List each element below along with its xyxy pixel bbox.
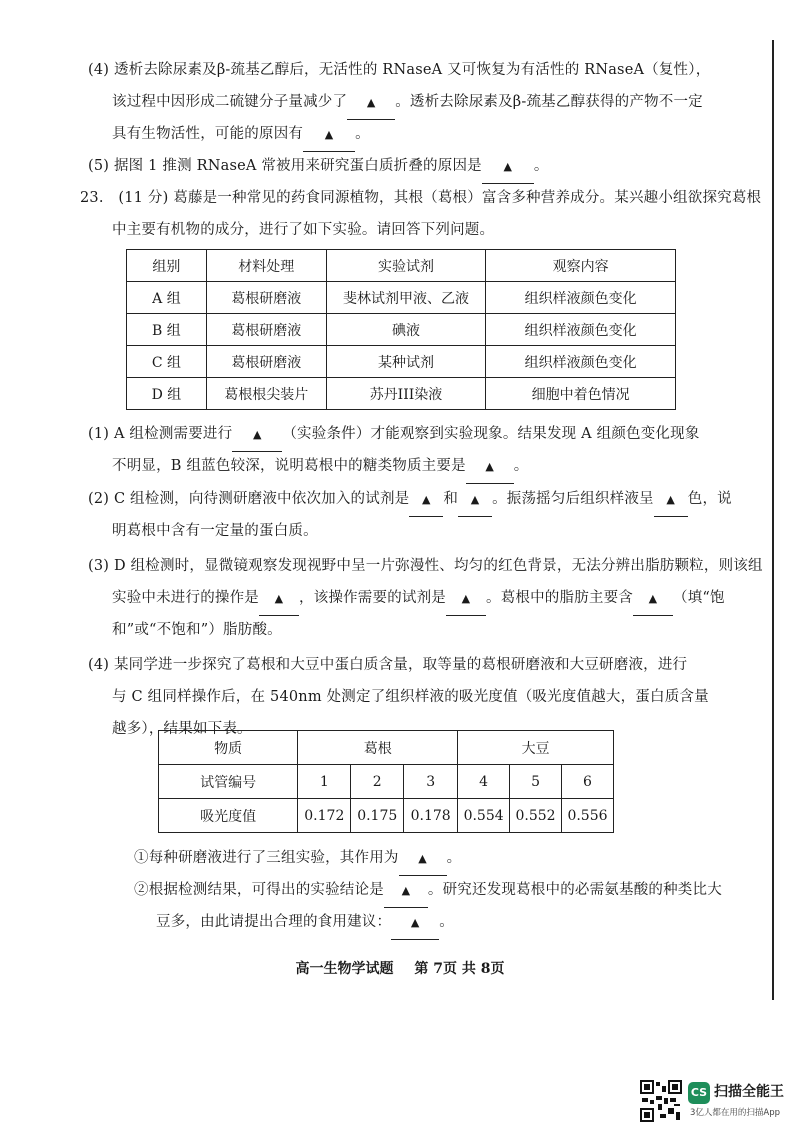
q23-part2-line1: (2) C 组检测，向待测研磨液中依次加入的试剂是 ▲ 和 ▲ 。振荡摇匀后组织样液呈 ▲ 色，说 — [88, 483, 732, 517]
table-cell: 2 — [351, 765, 404, 799]
camscanner-name: 扫描全能王 — [714, 1084, 784, 1100]
absorbance-table — [158, 730, 614, 833]
table-cell: B 组 — [127, 314, 207, 346]
footer-page-number: 第 7页 共 8页 — [414, 961, 505, 977]
header-soybean: 大豆 — [458, 731, 614, 765]
table-header-row — [127, 250, 676, 282]
answer-blank: ▲ — [466, 450, 514, 484]
header-substance: 物质 — [159, 731, 298, 765]
table-cell: C 组 — [127, 346, 207, 378]
table-cell: 4 — [458, 765, 510, 799]
header-reagent: 实验试剂 — [326, 250, 486, 282]
q23-part4-question1: ①每种研磨液进行了三组实验，其作用为 ▲ 。 — [134, 842, 461, 876]
header-observation: 观察内容 — [486, 250, 676, 282]
header-material: 材料处理 — [206, 250, 326, 282]
table-cell: 0.178 — [404, 799, 458, 833]
table-cell: 0.552 — [510, 799, 562, 833]
page-footer — [0, 958, 800, 978]
table-cell: 0.554 — [458, 799, 510, 833]
q23-part4-question2-line2: 豆多，由此请提出合理的食用建议： ▲ 。 — [156, 906, 454, 940]
table-row — [159, 799, 614, 833]
table-cell: 1 — [298, 765, 351, 799]
answer-blank: ▲ — [633, 582, 673, 616]
table-cell: 葛根研磨液 — [206, 314, 326, 346]
answer-blank: ▲ — [458, 483, 492, 517]
q22-part5: (5) 据图 1 推测 RNaseA 常被用来研究蛋白质折叠的原因是 ▲ 。 — [88, 150, 549, 184]
answer-blank: ▲ — [303, 118, 355, 152]
table-cell: D 组 — [127, 378, 207, 410]
qr-code-icon — [640, 1080, 682, 1122]
table-cell: 6 — [562, 765, 614, 799]
answer-blank: ▲ — [482, 150, 534, 184]
table-cell: 0.172 — [298, 799, 351, 833]
q23-part4-line3: 越多），结果如下表。 — [112, 721, 252, 737]
table-cell: 葛根研磨液 — [206, 346, 326, 378]
q23-part4-line1: (4) 某同学进一步探究了葛根和大豆中蛋白质含量，取等量的葛根研磨液和大豆研磨液，进行 — [88, 657, 688, 673]
q23-part1-line2: 不明显，B 组蓝色较深，说明葛根中的糖类物质主要是 ▲ 。 — [112, 450, 528, 484]
table-cell: 斐林试剂甲液、乙液 — [326, 282, 486, 314]
table-cell: 5 — [510, 765, 562, 799]
answer-blank: ▲ — [399, 842, 447, 876]
camscanner-tagline: 3亿人都在用的扫描App — [690, 1108, 781, 1118]
table-row — [127, 282, 676, 314]
answer-blank: ▲ — [232, 418, 282, 452]
q23-intro-line1: 23. (11 分) 葛藤是一种常见的药食同源植物，其根（葛根）富含多种营养成分。某兴趣小组欲探究葛根 — [80, 190, 762, 206]
table-cell: 0.556 — [562, 799, 614, 833]
answer-blank: ▲ — [347, 86, 395, 120]
q23-part4-line2: 与 C 组同样操作后，在 540nm 处测定了组织样液的吸光度值（吸光度值越大，蛋白质含量 — [112, 689, 709, 705]
q22-part4-line2: 该过程中因形成二硫键分子量减少了 ▲ 。透析去除尿素及β-巯基乙醇获得的产物不一定 — [112, 86, 703, 120]
table-cell: 苏丹III染液 — [326, 378, 486, 410]
table-cell: 0.175 — [351, 799, 404, 833]
table-cell: 葛根根尖装片 — [206, 378, 326, 410]
table-row — [159, 765, 614, 799]
answer-blank: ▲ — [446, 582, 486, 616]
q23-part3-line2: 实验中未进行的操作是 ▲ ，该操作需要的试剂是 ▲ 。葛根中的脂肪主要含 ▲ （填“饱 — [112, 582, 725, 616]
table-row — [127, 378, 676, 410]
experiment-table — [126, 249, 676, 410]
answer-blank: ▲ — [391, 906, 439, 940]
table-cell: 碘液 — [326, 314, 486, 346]
table-cell: 葛根研磨液 — [206, 282, 326, 314]
q23-part4-question2-line1: ②根据检测结果，可得出的实验结论是 ▲ 。研究还发现葛根中的必需氨基酸的种类比大 — [134, 874, 722, 908]
table-row — [127, 346, 676, 378]
footer-title: 高一生物学试题 — [295, 961, 394, 977]
table-cell: 组织样液颜色变化 — [486, 346, 676, 378]
q23-intro-line2: 中主要有机物的成分，进行了如下实验。请回答下列问题。 — [112, 222, 495, 238]
table-row — [127, 314, 676, 346]
answer-blank: ▲ — [654, 483, 688, 517]
q23-part2-line2: 明葛根中含有一定量的蛋白质。 — [112, 523, 318, 539]
table-cell: 细胞中着色情况 — [486, 378, 676, 410]
answer-blank: ▲ — [384, 874, 428, 908]
table-cell: 吸光度值 — [159, 799, 298, 833]
table-cell: A 组 — [127, 282, 207, 314]
table-cell: 组织样液颜色变化 — [486, 314, 676, 346]
binding-margin-line — [772, 40, 774, 1000]
table-header-row — [159, 731, 614, 765]
camscanner-logo-icon: CS — [688, 1082, 710, 1104]
table-cell: 组织样液颜色变化 — [486, 282, 676, 314]
header-kudzu-root: 葛根 — [298, 731, 458, 765]
header-group: 组别 — [127, 250, 207, 282]
q23-part3-line3: 和”或“不饱和”）脂肪酸。 — [112, 622, 282, 638]
answer-blank: ▲ — [259, 582, 299, 616]
table-cell: 某种试剂 — [326, 346, 486, 378]
q22-part4-line1: (4) 透析去除尿素及β-巯基乙醇后，无活性的 RNaseA 又可恢复为有活性的 RNaseA（复性）， — [88, 62, 711, 78]
table-cell: 试管编号 — [159, 765, 298, 799]
q23-part1-line1: (1) A 组检测需要进行 ▲ （实验条件）才能观察到实验现象。结果发现 A 组颜色变化现象 — [88, 418, 700, 452]
q23-part3-line1: (3) D 组检测时，显微镜观察发现视野中呈一片弥漫性、均匀的红色背景，无法分辨出脂肪颗粒，则该组 — [88, 558, 763, 574]
q22-part4-line3: 具有生物活性，可能的原因有 ▲ 。 — [112, 118, 370, 152]
table-cell: 3 — [404, 765, 458, 799]
answer-blank: ▲ — [409, 483, 443, 517]
